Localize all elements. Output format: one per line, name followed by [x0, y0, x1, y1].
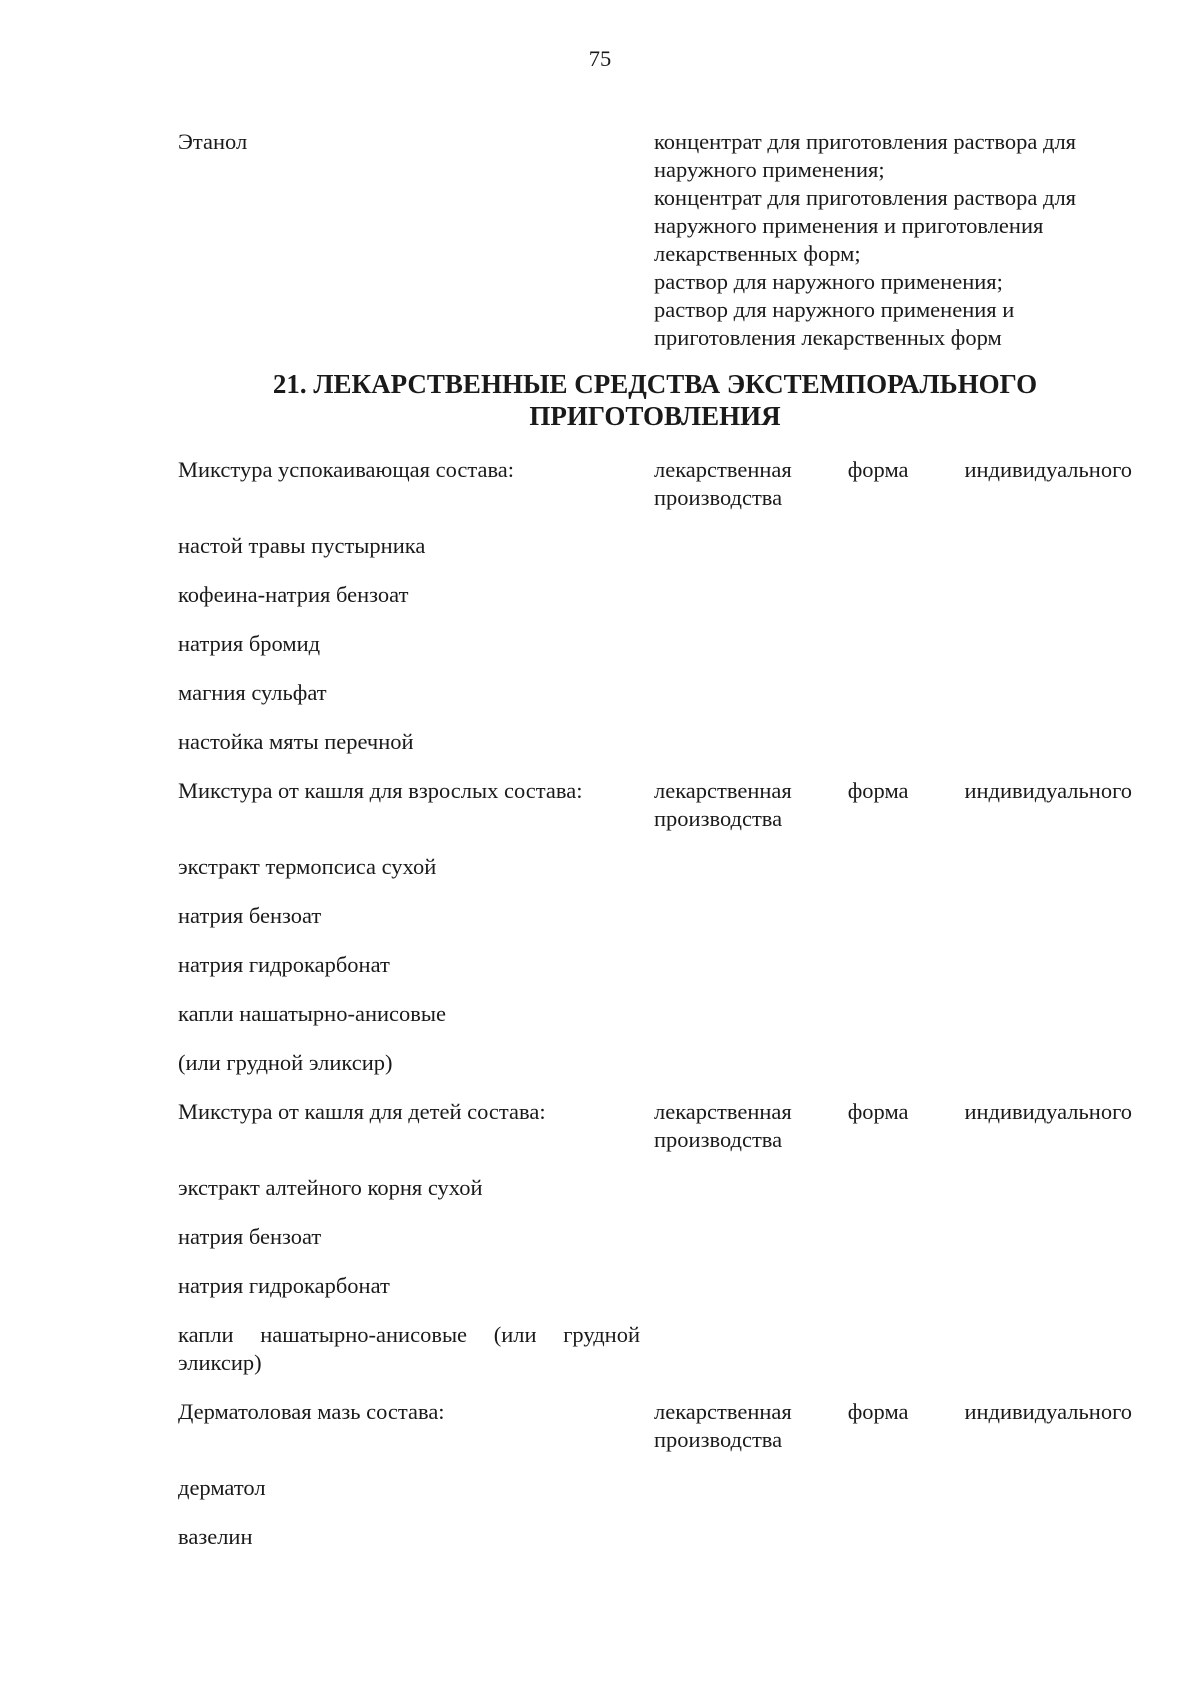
ingredient: натрия бензоат [178, 903, 322, 928]
ingredient: магния сульфат [178, 680, 327, 705]
form-line: концентрат для приготовления раствора для [654, 129, 1077, 154]
ingredient: натрия гидрокарбонат [178, 952, 390, 977]
dosage-form: лекарственная форма индивидуального производства [654, 1399, 1132, 1452]
section-heading-line: ПРИГОТОВЛЕНИЯ [529, 401, 781, 431]
ethanol-forms [654, 128, 1132, 352]
page-number: 75 [588, 46, 612, 71]
mixture-name: Дерматоловая мазь состава: [178, 1399, 445, 1424]
ingredient: настойка мяты перечной [178, 729, 414, 754]
ingredient: экстракт термопсиса сухой [178, 854, 437, 879]
mixture-name: Микстура успокаивающая состава: [178, 457, 515, 482]
ingredient: кофеина-натрия бензоат [178, 582, 409, 607]
ingredient: экстракт алтейного корня сухой [178, 1175, 483, 1200]
form-line: концентрат для приготовления раствора для [654, 185, 1077, 210]
ingredient: вазелин [178, 1524, 253, 1549]
dosage-form: лекарственная форма индивидуального производства [654, 778, 1132, 831]
ingredient: настой травы пустырника [178, 533, 426, 558]
form-line: приготовления лекарственных форм [654, 325, 1002, 350]
ingredient: натрия гидрокарбонат [178, 1273, 390, 1298]
section-heading-line: 21. ЛЕКАРСТВЕННЫЕ СРЕДСТВА ЭКСТЕМПОРАЛЬНОГО [272, 369, 1038, 399]
ingredient: капли нашатырно-анисовые [178, 1001, 446, 1026]
form-line: лекарственных форм; [654, 241, 861, 266]
ingredient: натрия бромид [178, 631, 321, 656]
form-line: раствор для наружного применения и [654, 297, 1015, 322]
ethanol-name: Этанол [178, 129, 248, 154]
form-line: раствор для наружного применения; [654, 269, 1003, 294]
dosage-form: лекарственная форма индивидуального производства [654, 457, 1132, 510]
section-heading [170, 368, 1140, 432]
mixture-name: Микстура от кашля для взрослых состава: [178, 778, 583, 803]
ingredient: (или грудной эликсир) [178, 1050, 393, 1075]
ingredient: капли нашатырно-анисовые (или грудной эликсир) [178, 1322, 640, 1375]
ingredient: дерматол [178, 1475, 266, 1500]
form-line: наружного применения; [654, 157, 885, 182]
form-line: наружного применения и приготовления [654, 213, 1044, 238]
ingredient: натрия бензоат [178, 1224, 322, 1249]
dosage-form: лекарственная форма индивидуального производства [654, 1099, 1132, 1152]
mixture-name: Микстура от кашля для детей состава: [178, 1099, 546, 1124]
